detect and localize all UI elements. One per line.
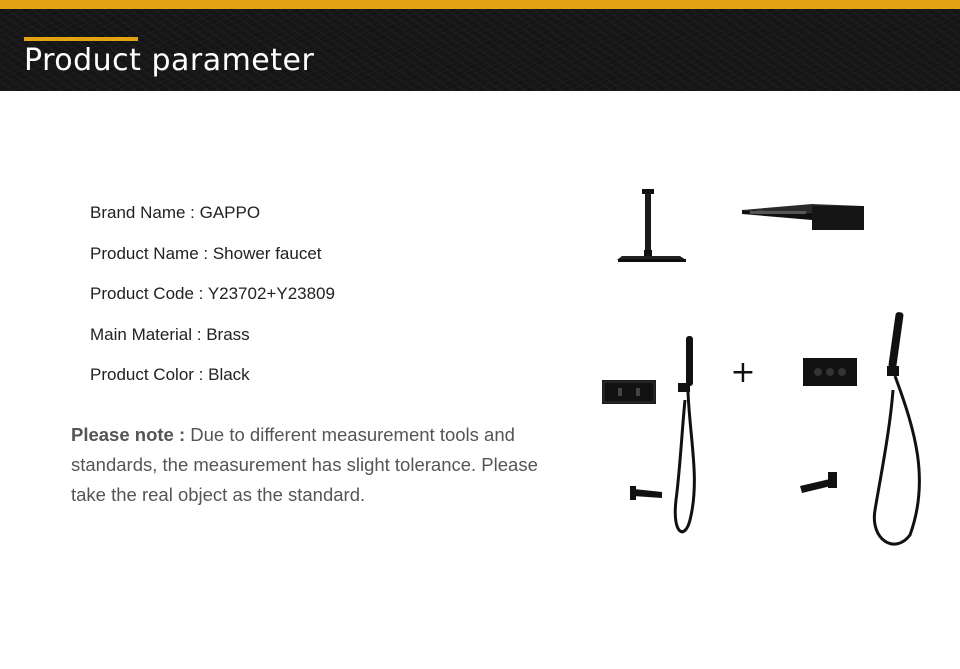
param-product-color: Product Color : Black — [90, 365, 250, 384]
measurement-note — [71, 420, 551, 510]
parameter-list — [90, 203, 335, 406]
wall-mixer-set-a-image — [602, 336, 694, 532]
top-accent-stripe — [0, 0, 960, 9]
waterfall-spout-image — [742, 204, 864, 230]
header-banner — [0, 9, 960, 91]
page-title: Product parameter — [24, 43, 315, 78]
note-label: Please note : — [71, 424, 186, 445]
title-accent-bar — [24, 37, 138, 41]
wall-mixer-set-b-image — [800, 312, 919, 544]
plus-symbol: + — [730, 355, 756, 390]
param-brand-name: Brand Name : GAPPO — [90, 203, 261, 222]
product-images — [590, 180, 950, 560]
param-main-material: Main Material : Brass — [90, 324, 250, 344]
param-product-code: Product Code : Y23702+Y23809 — [90, 284, 335, 303]
param-product-name: Product Name : Shower faucet — [90, 243, 322, 263]
ceiling-shower-head-image — [617, 189, 686, 262]
note-text: Due to different measurement tools and standards, the measurement has slight tolerance. Please take the real object as the standard. — [71, 424, 538, 505]
